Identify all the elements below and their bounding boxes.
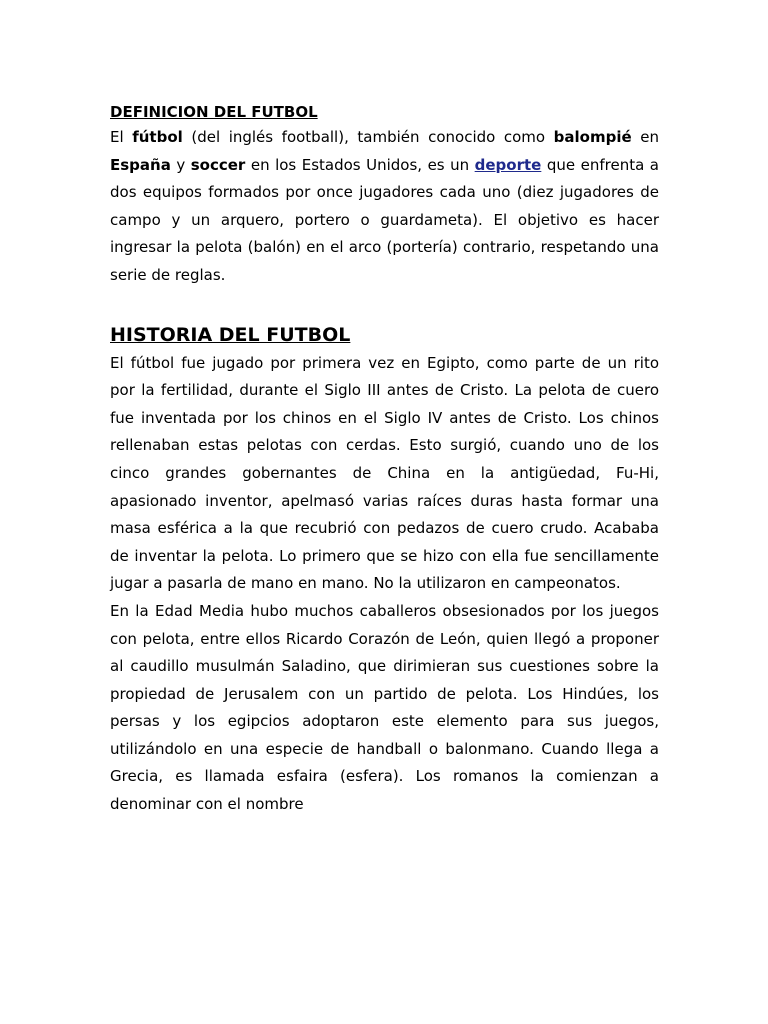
text-run: en (631, 128, 659, 146)
definition-paragraph (110, 124, 659, 290)
bold-term-soccer: soccer (190, 155, 246, 174)
bold-term-balompie: balompié (553, 128, 632, 146)
definition-heading: DEFINICION DEL FUTBOL (110, 103, 318, 121)
text-run: que enfrenta a dos equipos formados por once jugadores cada uno (diez jugadores de campo y un arquero, portero o guardameta). El objetivo es hacer ingresar la pelota (balón) en el arco (portería) contrario, respetando una serie de reglas. (110, 155, 659, 284)
text-run: en los Estados Unidos, es un (245, 155, 475, 174)
history-paragraph-2: En la Edad Media hubo muchos caballeros obsesionados por los juegos con pelota, entre ellos Ricardo Corazón de León, quien llegó a proponer al caudillo musulmán Saladino, que dirimieran sus cuestiones sobre la propiedad de Jerusalem con un partido de pelota. Los Hindúes, los persas y los egipcios adoptaron este elemento para sus juegos, utilizándolo en una especie de handball o balonmano. Cuando llega a Grecia, es llamada esfaira (esfera). Los romanos la comienzan a denominar con el nombre (110, 601, 659, 814)
bold-term-espana: España (110, 155, 171, 174)
text-run: El (110, 128, 133, 146)
history-heading: HISTORIA DEL FUTBOL (110, 323, 351, 346)
text-run: (del inglés football), también conocido como (182, 128, 554, 146)
history-paragraph-1: El fútbol fue jugado por primera vez en Egipto, como parte de un rito por la fertilidad, durante el Siglo III antes de Cristo. La pelota de cuero fue inventada por los chinos en el Siglo IV antes de Cristo. Los chinos rellenaban estas pelotas con cerdas. Esto surgió, cuando uno de los cinco grandes gobernantes de China en la antigüedad, Fu-Hi, apasionado inventor, apelmasó varias raíces duras hasta formar una masa esférica a la que recubrió con pedazos de cuero crudo. Acababa de inventar la pelota. Lo primero que se hizo con ella fue sencillamente jugar a pasarla de mano en mano. No la utilizaron en campeonatos. (110, 353, 659, 593)
deporte-link[interactable]: deporte (474, 155, 542, 174)
bold-term-futbol: fútbol (132, 128, 183, 146)
text-run: y (170, 155, 191, 174)
document-page (110, 100, 659, 819)
